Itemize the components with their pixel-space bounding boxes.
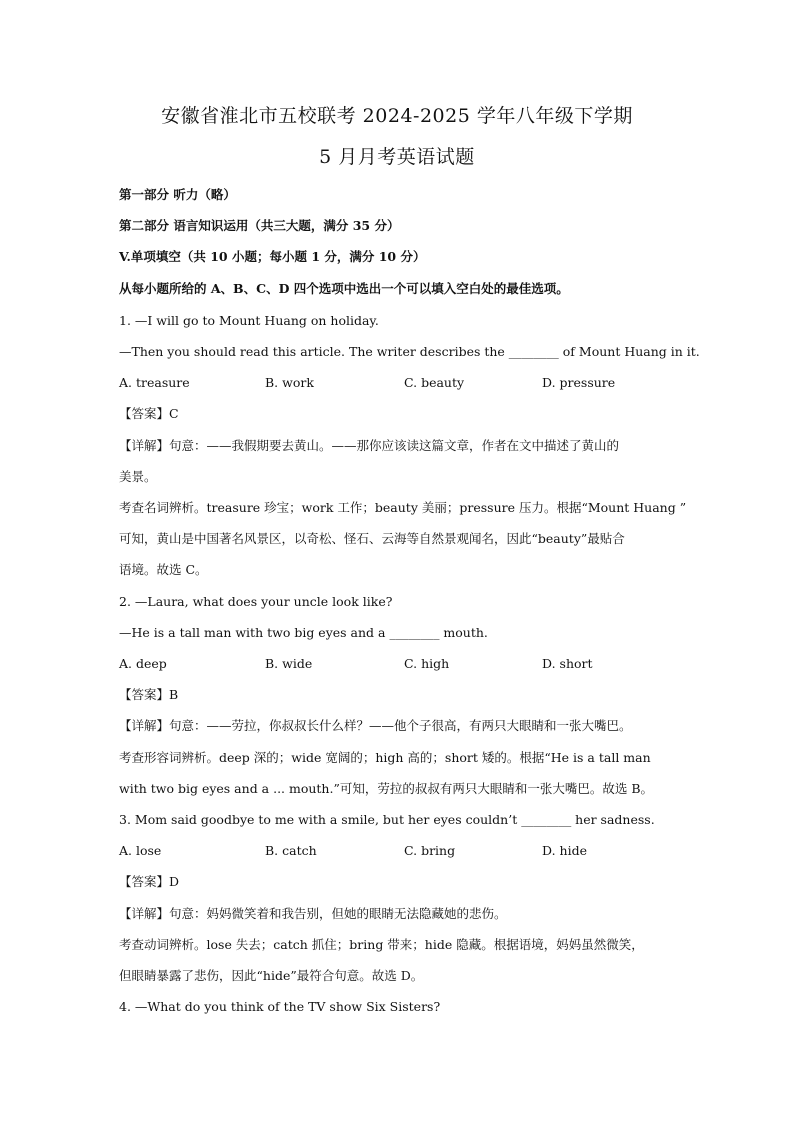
q2-line1: 2. —Laura, what does your uncle look like? bbox=[119, 594, 393, 609]
q3-answer: 【答案】D bbox=[119, 874, 180, 889]
section-v-heading: V.单项填空（共 10 小题；每小题 1 分，满分 10 分） bbox=[119, 249, 426, 264]
q3-option-d: D. hide bbox=[542, 843, 587, 858]
q4-line1: 4. —What do you think of the TV show Six Sisters? bbox=[119, 999, 441, 1014]
q3-option-b: B. catch bbox=[265, 843, 317, 858]
q2-answer: 【答案】B bbox=[119, 687, 179, 702]
q2-line2: —He is a tall man with two big eyes and a ________ mouth. bbox=[119, 625, 488, 640]
q1-option-b: B. work bbox=[265, 375, 314, 390]
q1-option-a: A. treasure bbox=[119, 375, 190, 390]
q1-explanation-1: 【详解】句意：——我假期要去黄山。——那你应该读这篇文章，作者在文中描述了黄山的 bbox=[119, 438, 620, 453]
q3-explanation-1: 【详解】句意：妈妈微笑着和我告别，但她的眼睛无法隐藏她的悲伤。 bbox=[119, 906, 507, 921]
q1-explanation-3: 考查名词辨析。treasure 珍宝；work 工作；beauty 美丽；pressure 压力。根据“Mount Huang ” bbox=[119, 500, 687, 515]
q1-explanation-2: 美景。 bbox=[119, 469, 157, 484]
q3-option-a: A. lose bbox=[119, 843, 162, 858]
part2-heading: 第二部分 语言知识运用（共三大题，满分 35 分） bbox=[119, 218, 400, 233]
q1-explanation-4: 可知，黄山是中国著名风景区，以奇松、怪石、云海等自然景观闻名，因此“beauty”最贴合 bbox=[119, 531, 625, 546]
q1-answer: 【答案】C bbox=[119, 406, 179, 421]
q2-option-b: B. wide bbox=[265, 656, 313, 671]
part1-heading: 第一部分 听力（略） bbox=[119, 187, 236, 202]
q2-option-c: C. high bbox=[404, 656, 450, 671]
q1-option-d: D. pressure bbox=[542, 375, 616, 390]
q1-line2: —Then you should read this article. The writer describes the ________ of Mount Huang in it. bbox=[119, 344, 700, 359]
q3-explanation-3: 但眼睛暴露了悲伤，因此“hide”最符合句意。故选 D。 bbox=[119, 968, 424, 983]
instruction: 从每小题所给的 A、B、C、D 四个选项中选出一个可以填入空白处的最佳选项。 bbox=[119, 281, 569, 296]
q1-explanation-5: 语境。故选 C。 bbox=[119, 562, 208, 577]
q3-option-c: C. bring bbox=[404, 843, 456, 858]
q3-explanation-2: 考查动词辨析。lose 失去；catch 抓住；bring 带来；hide 隐藏。根据语境，妈妈虽然微笑， bbox=[119, 937, 644, 952]
q2-option-a: A. deep bbox=[119, 656, 167, 671]
q2-option-d: D. short bbox=[542, 656, 593, 671]
q2-explanation-3: with two big eyes and a ... mouth.”可知，劳拉的叔叔有两只大眼睛和一张大嘴巴。故选 B。 bbox=[119, 781, 654, 796]
q1-option-c: C. beauty bbox=[404, 375, 465, 390]
title-line-1: 安徽省淮北市五校联考 2024-2025 学年八年级下学期 bbox=[161, 105, 633, 127]
q1-line1: 1. —I will go to Mount Huang on holiday. bbox=[119, 313, 379, 328]
q3-line1: 3. Mom said goodbye to me with a smile, but her eyes couldn’t ________ her sadness. bbox=[119, 812, 655, 827]
q2-explanation-2: 考查形容词辨析。deep 深的；wide 宽阔的；high 高的；short 矮的。根据“He is a tall man bbox=[119, 750, 651, 765]
q2-explanation-1: 【详解】句意：——劳拉，你叔叔长什么样？——他个子很高，有两只大眼睛和一张大嘴巴。 bbox=[119, 718, 632, 733]
title-line-2: 5 月月考英语试题 bbox=[319, 146, 475, 168]
